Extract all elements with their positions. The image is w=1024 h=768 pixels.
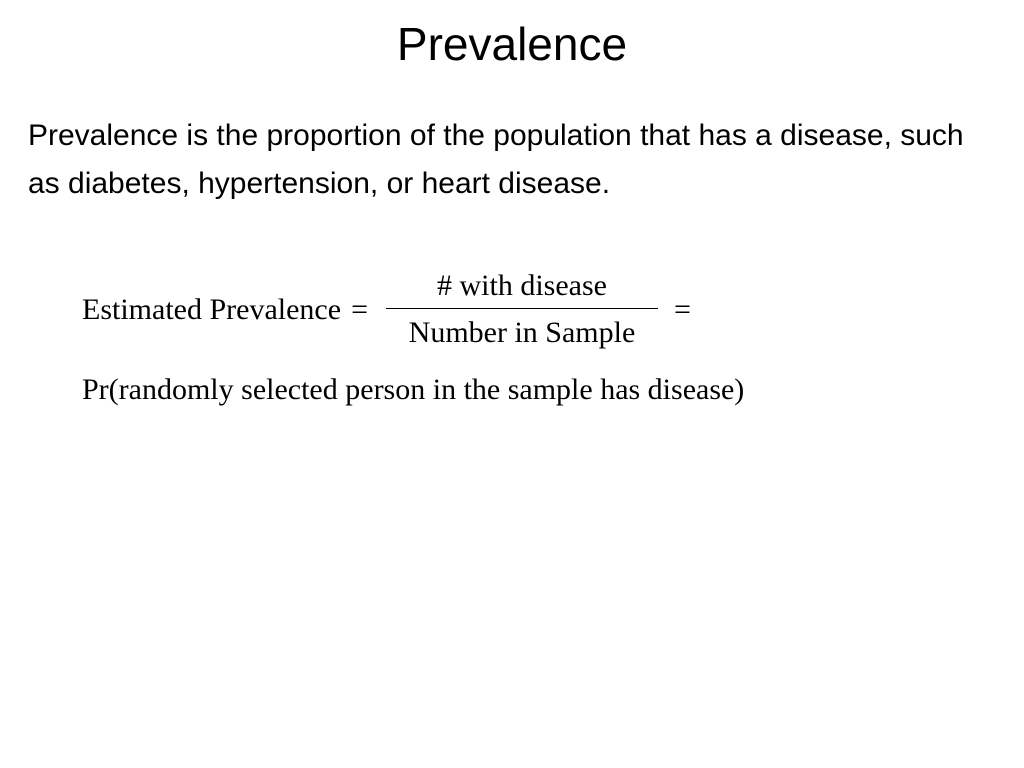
formula-denominator: Number in Sample: [408, 316, 636, 349]
formula-trailing-equals: =: [673, 292, 691, 326]
formula-equals: =: [351, 292, 368, 326]
slide-body-text: Prevalence is the proportion of the population that has a disease, such as diabetes, hypertension, or heart disease.: [28, 119, 964, 200]
slide-title: Prevalence: [396, 18, 628, 70]
formula-numerator: # with disease: [437, 269, 607, 302]
formula-lhs: Estimated Prevalence: [82, 292, 342, 326]
formula-probability-line: Pr(randomly selected person in the sample has disease): [82, 373, 745, 406]
formula-fraction: [386, 268, 658, 351]
prevalence-formula: [82, 268, 691, 351]
